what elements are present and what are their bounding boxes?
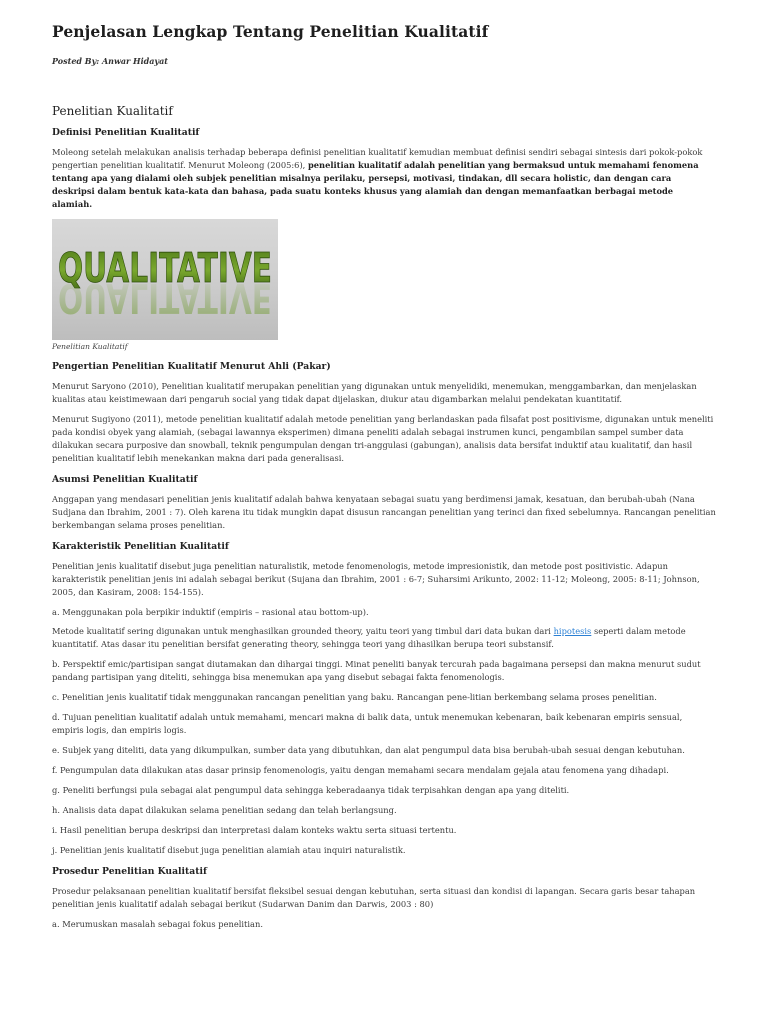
list-item-d: d. Tujuan penelitian kualitatif adalah untuk memahami, mencari makna di balik data, untuk menemukan kebenaran, baik kebenaran empiris sensual, empiris logis, dan empiris logis. [52,712,683,735]
paragraph-saryono: Menurut Saryono (2010), Penelitian kualitatif merupakan penelitian yang digunakan untuk menyelidiki, menemukan, menggambarkan, dan menjelaskan kualitas atau keistimewaan dari pengaruh social yang tidak dapat dijelaskan, diukur atau digambarkan melalui pendekatan kuantitatif. [52,381,697,404]
posted-by: Posted By: Anwar Hidayat [52,56,168,66]
paragraph-karakteristik-intro: Penelitian jenis kualitatif disebut juga penelitian naturalistik, metode fenomenologis, metode impresionistik, dan metode post positivistic. Adapun karakteristik penelitian jenis ini adalah sebagai berikut (Sujana dan Ibrahim, 2001 : 6-7; Suharsimi Arikunto, 2002: 11-12; Moleong, 2005: 8-11; Johnson, 2005, dan Kasiram, 2008: 154-155). [52,561,700,597]
prosedur-item-a: a. Merumuskan masalah sebagai fokus penelitian. [52,919,263,929]
paragraph-prosedur-intro: Prosedur pelaksanaan penelitian kualitatif bersifat fleksibel sesuai dengan kebutuhan, serta situasi dan kondisi di lapangan. Secara garis besar tahapan penelitian jenis kualitatif adalah sebagai berikut (Sudarwan Danim dan Darwis, 2003 : 80) [52,886,696,909]
list-item-i: i. Hasil penelitian berupa deskripsi dan interpretasi dalam konteks waktu serta situasi tertentu. [52,825,457,835]
grounded-text-before: Metode kualitatif sering digunakan untuk menghasilkan grounded theory, yaitu teori yang timbul dari data bukan dari [52,626,551,636]
paragraph-grounded-theory [52,625,716,651]
list-item-f: f. Pengumpulan data dilakukan atas dasar prinsip fenomenologis, yaitu dengan memahami secara mendalam gejala atau fenomena yang dihadapi. [52,765,669,775]
qualitative-reflection: QUALITATIVE [58,274,272,322]
section-title: Penelitian Kualitatif [52,104,173,118]
paragraph-sugiyono: Menurut Sugiyono (2011), metode penelitian kualitatif adalah metode penelitian yang berlandaskan pada filsafat post positivisme, digunakan untuk meneliti pada kondisi obyek yang alamiah, (sebagai lawannya eksperimen) dimana peneliti adalah sebagai instrumen kunci, pengambilan sampel sumber data dilakukan secara purposive dan snowball, teknik pengumpulan dengan tri-anggulasi (gabungan), analisis data bersifat induktif atau kualitatif, dan hasil penelitian kualitatif lebih menekankan makna dari pada generalisasi. [52,414,714,463]
heading-pengertian: Pengertian Penelitian Kualitatif Menurut Ahli (Pakar) [52,361,331,372]
list-item-j: j. Penelitian jenis kualitatif disebut juga penelitian alamiah atau inquiri naturalistik. [52,845,406,855]
definisi-bold-text: penelitian kualitatif adalah penelitian yang bermaksud untuk memahami fenomena tentang apa yang dialami oleh subjek penelitian misalnya perilaku, persepsi, motivasi, tindakan, dll secara holistic, dan dengan cara deskripsi dalam bentuk kata-kata dan bahasa, pada suatu konteks khusus yang alamiah dan dengan memanfaatkan berbagai metode alamiah. [52,160,699,209]
heading-karakteristik: Karakteristik Penelitian Kualitatif [52,541,229,552]
grounded-text-after: seperti dalam metode kuantitatif. Atas dasar itu penelitian bersifat generating theory, sehingga teori yang dihasilkan berupa teori substansif. [52,626,686,649]
image-caption: Penelitian Kualitatif [52,342,128,351]
definisi-text: Moleong setelah melakukan analisis terhadap beberapa definisi penelitian kualitatif kemudian membuat definisi sendiri sebagai sintesis dari pokok-pokok pengertian penelitian kualitatif. Menurut Moleong (2005:6), [52,147,703,170]
qualitative-wordmark [52,219,278,340]
paragraph-asumsi: Anggapan yang mendasari penelitian jenis kualitatif adalah bahwa kenyataan sebagai suatu yang berdimensi jamak, kesatuan, dan berubah-ubah (Nana Sudjana dan Ibrahim, 2001 : 7). Oleh karena itu tidak mungkin dapat disusun rancangan penelitian yang terinci dan fixed sebelumnya. Rancangan penelitian berkembangan selama proses penelitian. [52,494,716,530]
list-item-b: b. Perspektif emic/partisipan sangat diutamakan dan dihargai tinggi. Minat peneliti banyak tercurah pada bagaimana persepsi dan makna menurut sudut pandang partisipan yang diteliti, sehingga bisa menemukan apa yang disebut sebagai fakta fenomenologis. [52,659,701,682]
list-item-h: h. Analisis data dapat dilakukan selama penelitian sedang dan telah berlangsung. [52,805,397,815]
list-item-c: c. Penelitian jenis kualitatif tidak menggunakan rancangan penelitian yang baku. Rancangan pene-litian berkembang selama proses penelitian. [52,692,657,702]
list-item-e: e. Subjek yang diteliti, data yang dikumpulkan, sumber data yang dibutuhkan, dan alat pengumpul data bisa berubah-ubah sesuai dengan kebutuhan. [52,745,685,755]
qualitative-word: QUALITATIVE [58,244,272,292]
heading-definisi: Definisi Penelitian Kualitatif [52,127,200,138]
page-title: Penjelasan Lengkap Tentang Penelitian Kualitatif [52,22,489,41]
paragraph-definisi [52,146,716,211]
qualitative-image [52,219,278,340]
heading-prosedur: Prosedur Penelitian Kualitatif [52,866,207,877]
list-item-g: g. Peneliti berfungsi pula sebagai alat pengumpul data sehingga keberadaanya tidak terpisahkan dengan apa yang diteliti. [52,785,570,795]
heading-asumsi: Asumsi Penelitian Kualitatif [52,474,198,485]
hipotesis-link[interactable]: hipotesis [553,626,592,636]
list-item-a: a. Menggunakan pola berpikir induktif (empiris – rasional atau bottom-up). [52,607,369,617]
